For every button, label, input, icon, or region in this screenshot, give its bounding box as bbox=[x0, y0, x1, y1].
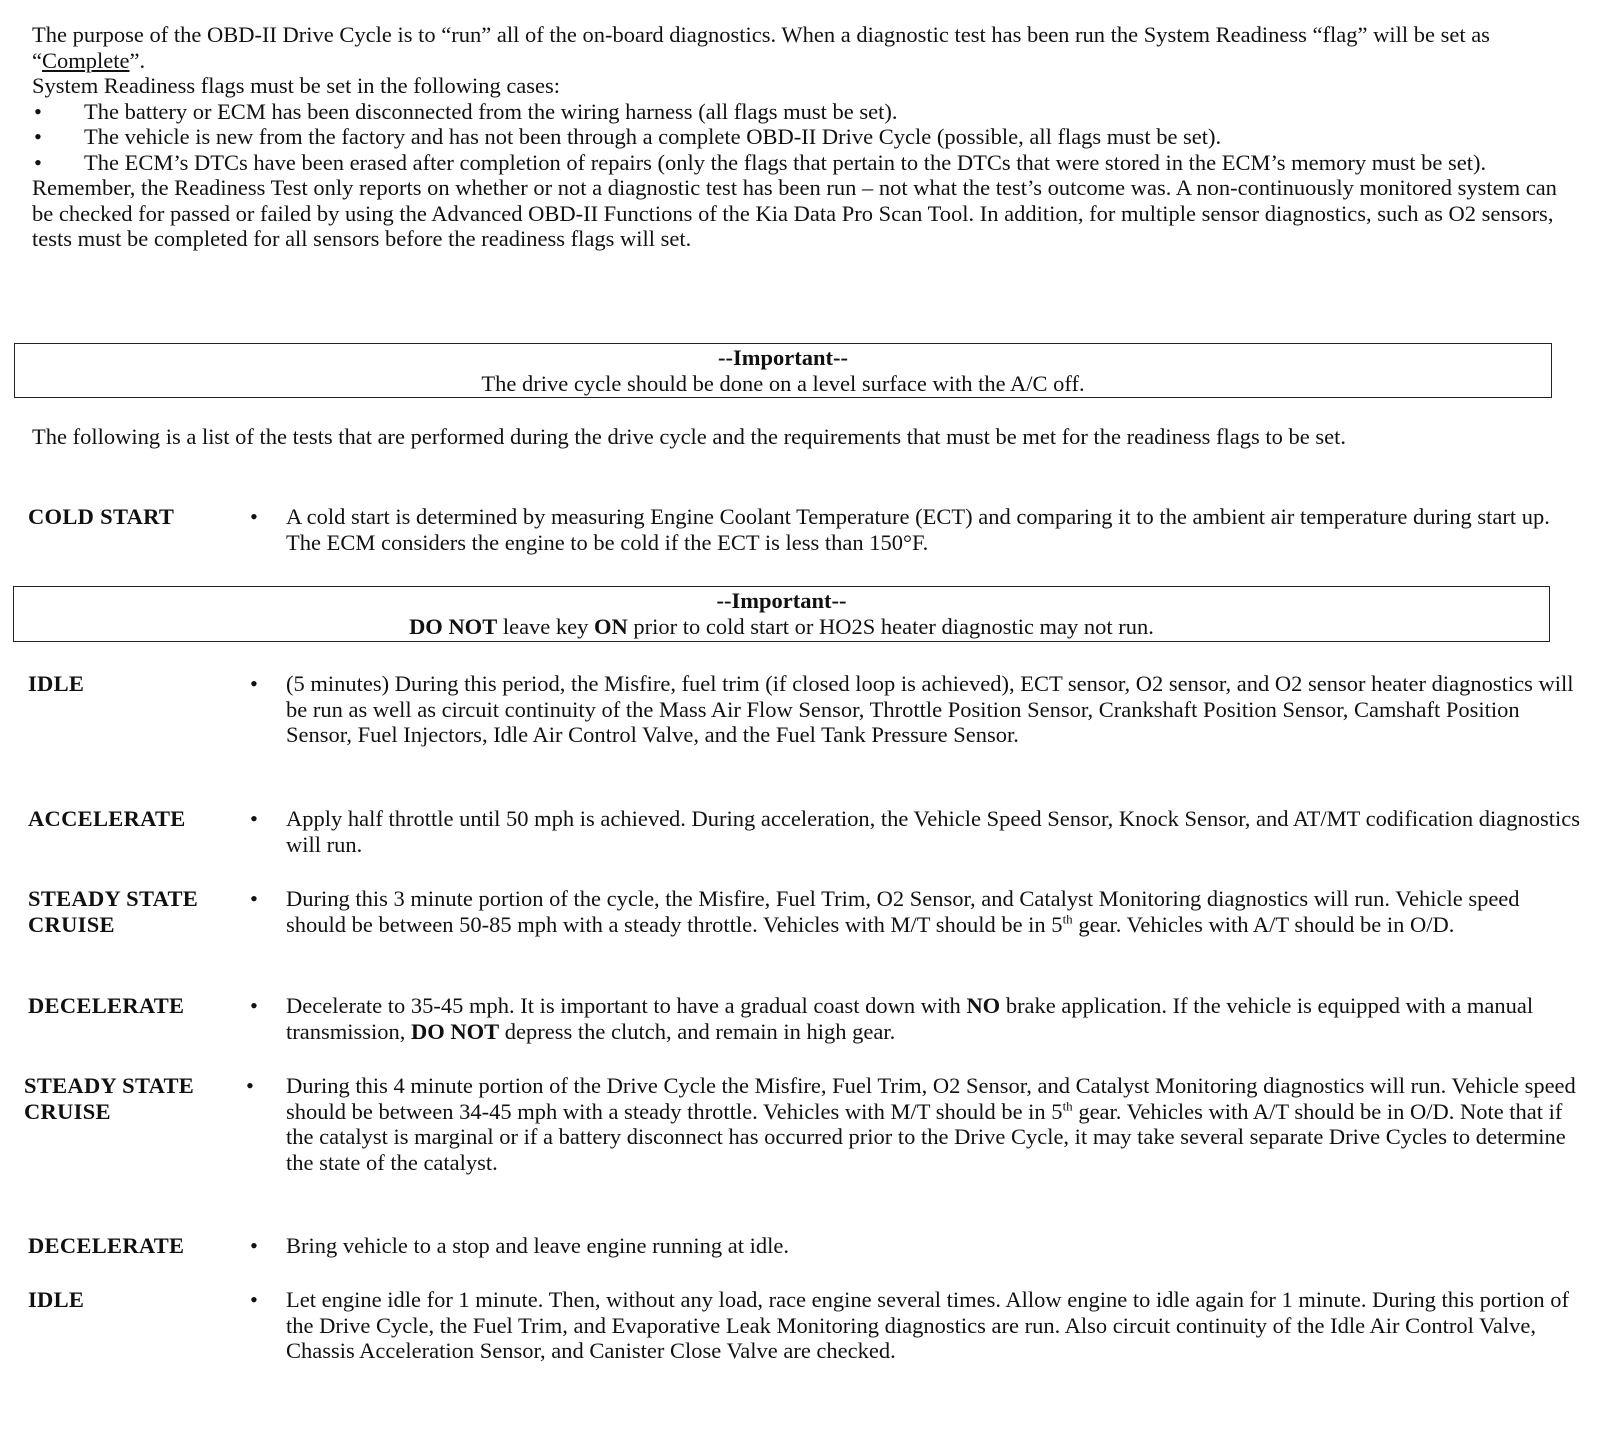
intro-paragraph-2: System Readiness flags must be set in the following cases: bbox=[32, 73, 561, 98]
intro-paragraph-3: Remember, the Readiness Test only reports on whether or not a diagnostic test has been run – not what the test’s outcome was. A non-continuously monitored system can be checked for passed or failed by using the Advanced OBD-II Functions of the Kia Data Pro Scan Tool. In addition, for multiple sensor diagnostics, such as O2 sensors, tests must be completed for all sensors before the readiness flags will set. bbox=[32, 175, 1557, 251]
step-description: (5 minutes) During this period, the Misfire, fuel trim (if closed loop is achieved), ECT sensor, O2 sensor, and O2 sensor heater diagnostics will be run as well as circuit continuity of the Mass Air Flow Sensor, Throttle Position Sensor, Crankshaft Position Sensor, Camshaft Position Sensor, Fuel Injectors, Idle Air Control Valve, and the Fuel Tank Pressure Sensor. bbox=[286, 671, 1574, 747]
bullet-icon: • bbox=[34, 124, 42, 149]
step-description: During this 4 minute portion of the Drive Cycle the Misfire, Fuel Trim, O2 Sensor, and Catalyst Monitoring diagnostics will run. Vehicle speed should be between 34-45 mph with a steady throttle. Vehicles with M/T should be in 5th gear. Vehicles with A/T should be in O/D. Note that if the catalyst is marginal or if a battery disconnect has occurred prior to the Drive Cycle, it may take several separate Drive Cycles to determine the state of the catalyst. bbox=[286, 1073, 1576, 1175]
readiness-cases-list bbox=[32, 99, 1582, 176]
bullet-icon: • bbox=[250, 504, 258, 529]
bullet-icon: • bbox=[250, 671, 258, 696]
bullet-icon: • bbox=[250, 1233, 258, 1258]
intro-paragraph-1: The purpose of the OBD-II Drive Cycle is to “run” all of the on-board diagnostics. When a diagnostic test has been run the System Readiness “flag” will be set as “Complete”. bbox=[32, 22, 1490, 73]
step-label: DECELERATE bbox=[28, 993, 185, 1018]
bullet-icon: • bbox=[34, 98, 42, 124]
bullet-icon: • bbox=[250, 886, 258, 911]
step-label: STEADY STATE CRUISE bbox=[24, 1073, 195, 1124]
step-label: STEADY STATE CRUISE bbox=[28, 886, 199, 937]
step-description: During this 3 minute portion of the cycle, the Misfire, Fuel Trim, O2 Sensor, and Catalyst Monitoring diagnostics will run. Vehicle speed should be between 50-85 mph with a steady throttle. Vehicles with M/T should be in 5th gear. Vehicles with A/T should be in O/D. bbox=[286, 886, 1520, 937]
step-description: A cold start is determined by measuring Engine Coolant Temperature (ECT) and comparing it to the ambient air temperature during start up. The ECM considers the engine to be cold if the ECT is less than 150°F. bbox=[286, 504, 1550, 555]
bullet-icon: • bbox=[246, 1073, 254, 1098]
step-label: IDLE bbox=[28, 671, 85, 696]
bullet-icon: • bbox=[250, 993, 258, 1018]
step-label: DECELERATE bbox=[28, 1233, 185, 1258]
list-item: • The vehicle is new from the factory and has not been through a complete OBD-II Drive Cycle (possible, all flags must be set). bbox=[34, 124, 1222, 149]
intro-section bbox=[32, 22, 1582, 252]
bullet-icon: • bbox=[250, 1287, 258, 1312]
tests-list-intro: The following is a list of the tests that are performed during the drive cycle and the requirements that must be met for the readiness flags to be set. bbox=[32, 424, 1346, 449]
important-text: The drive cycle should be done on a level surface with the A/C off. bbox=[481, 370, 1085, 396]
bullet-icon: • bbox=[34, 149, 42, 175]
step-description: Apply half throttle until 50 mph is achieved. During acceleration, the Vehicle Speed Sensor, Knock Sensor, and AT/MT codification diagnostics will run. bbox=[286, 806, 1580, 857]
bullet-icon: • bbox=[250, 806, 258, 831]
important-box-level-surface bbox=[14, 343, 1552, 398]
step-description: Let engine idle for 1 minute. Then, without any load, race engine several times. Allow engine to idle again for 1 minute. During this portion of the Drive Cycle, the Fuel Trim, and Evaporative Leak Monitoring diagnostics are run. Also circuit continuity of the Idle Air Control Valve, Chassis Acceleration Sensor, and Canister Close Valve are checked. bbox=[286, 1287, 1570, 1363]
important-box-key-on bbox=[13, 586, 1550, 642]
step-description: Bring vehicle to a stop and leave engine running at idle. bbox=[286, 1233, 789, 1258]
list-item: • The battery or ECM has been disconnected from the wiring harness (all flags must be set). bbox=[34, 98, 898, 124]
step-label: ACCELERATE bbox=[28, 806, 186, 831]
step-label: IDLE bbox=[28, 1287, 85, 1312]
step-description: Decelerate to 35-45 mph. It is important to have a gradual coast down with NO brake application. If the vehicle is equipped with a manual transmission, DO NOT depress the clutch, and remain in high gear. bbox=[286, 993, 1534, 1044]
important-heading: --Important-- bbox=[716, 588, 847, 613]
important-heading: --Important-- bbox=[718, 345, 848, 370]
important-text: DO NOT leave key ON prior to cold start or HO2S heater diagnostic may not run. bbox=[409, 613, 1154, 639]
step-label: COLD START bbox=[28, 504, 175, 529]
list-item: • The ECM’s DTCs have been erased after completion of repairs (only the flags that pertain to the DTCs that were stored in the ECM’s memory must be set). bbox=[34, 149, 1487, 175]
complete-underlined: Complete bbox=[42, 47, 130, 73]
